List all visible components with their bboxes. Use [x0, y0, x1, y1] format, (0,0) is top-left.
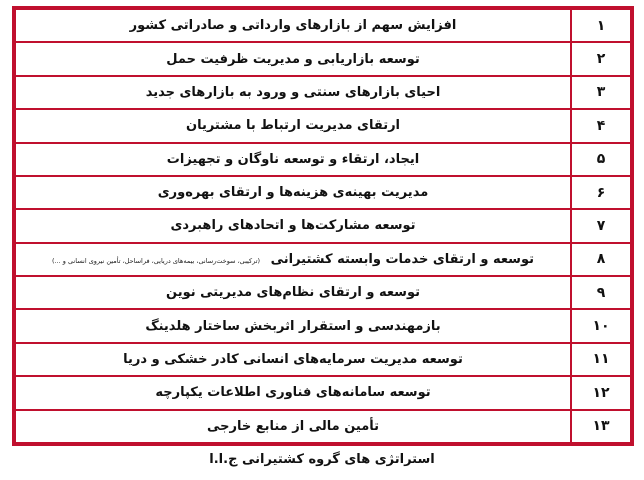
table-row	[16, 110, 630, 141]
table-row	[16, 344, 630, 375]
row-number: ۱۲	[572, 377, 630, 408]
row-text: ارتقای مدیریت ارتباط با مشتریان	[16, 110, 570, 141]
row-number: ۵	[572, 144, 630, 175]
row-text: توسعه سامانه‌های فناوری اطلاعات یکپارچه	[16, 377, 570, 408]
strategy-table-frame	[12, 6, 634, 446]
row-number: ۴	[572, 110, 630, 141]
row-note: (ترکیبی، سوخت‌رسانی، بیمه‌های دریایی، فراساحل، تأمین نیروی انسانی و ...)	[52, 256, 261, 265]
table-row	[16, 43, 630, 74]
row-number: ۳	[572, 77, 630, 108]
table-row	[16, 411, 630, 443]
row-text: بازمهندسی و استقرار اثربخش ساختار هلدینگ	[16, 310, 570, 341]
row-text: احیای بازارهای سنتی و ورود به بازارهای جدید	[16, 77, 570, 108]
table-row	[16, 244, 630, 275]
table-row	[16, 377, 630, 408]
row-number: ۲	[572, 43, 630, 74]
strategy-table	[14, 8, 632, 444]
row-text: افزایش سهم از بازارهای وارداتی و صادراتی کشور	[16, 10, 570, 41]
row-number: ۱۰	[572, 310, 630, 341]
row-text: ایجاد، ارتقاء و توسعه ناوگان و تجهیزات	[16, 144, 570, 175]
row-number: ۹	[572, 277, 630, 308]
table-row	[16, 210, 630, 241]
row-number: ۸	[572, 244, 630, 275]
row-text: توسعه بازاریابی و مدیریت ظرفیت حمل	[16, 43, 570, 74]
row-text-with-note	[16, 244, 570, 275]
table-caption: استراتژی های گروه کشتیرانی ج.ا.ا	[209, 452, 435, 467]
row-text: تأمین مالی از منابع خارجی	[16, 411, 570, 443]
row-number: ۷	[572, 210, 630, 241]
table-row	[16, 310, 630, 341]
strategy-table-body	[16, 10, 630, 442]
table-row	[16, 10, 630, 41]
row-number: ۱	[572, 10, 630, 41]
row-number: ۱۳	[572, 411, 630, 443]
table-row	[16, 177, 630, 208]
row-text: توسعه و ارتقای نظام‌های مدیریتی نوین	[16, 277, 570, 308]
row-text: مدیریت بهینه‌ی هزینه‌ها و ارتقای بهره‌وری	[16, 177, 570, 208]
row-number: ۶	[572, 177, 630, 208]
row-number: ۱۱	[572, 344, 630, 375]
table-row	[16, 277, 630, 308]
row-text: توسعه و ارتقای خدمات وابسته کشتیرانی	[270, 251, 534, 267]
row-text: توسعه مدیریت سرمایه‌های انسانی کادر خشکی و دریا	[16, 344, 570, 375]
row-text: توسعه مشارکت‌ها و اتحادهای راهبردی	[16, 210, 570, 241]
table-row	[16, 144, 630, 175]
table-row	[16, 77, 630, 108]
